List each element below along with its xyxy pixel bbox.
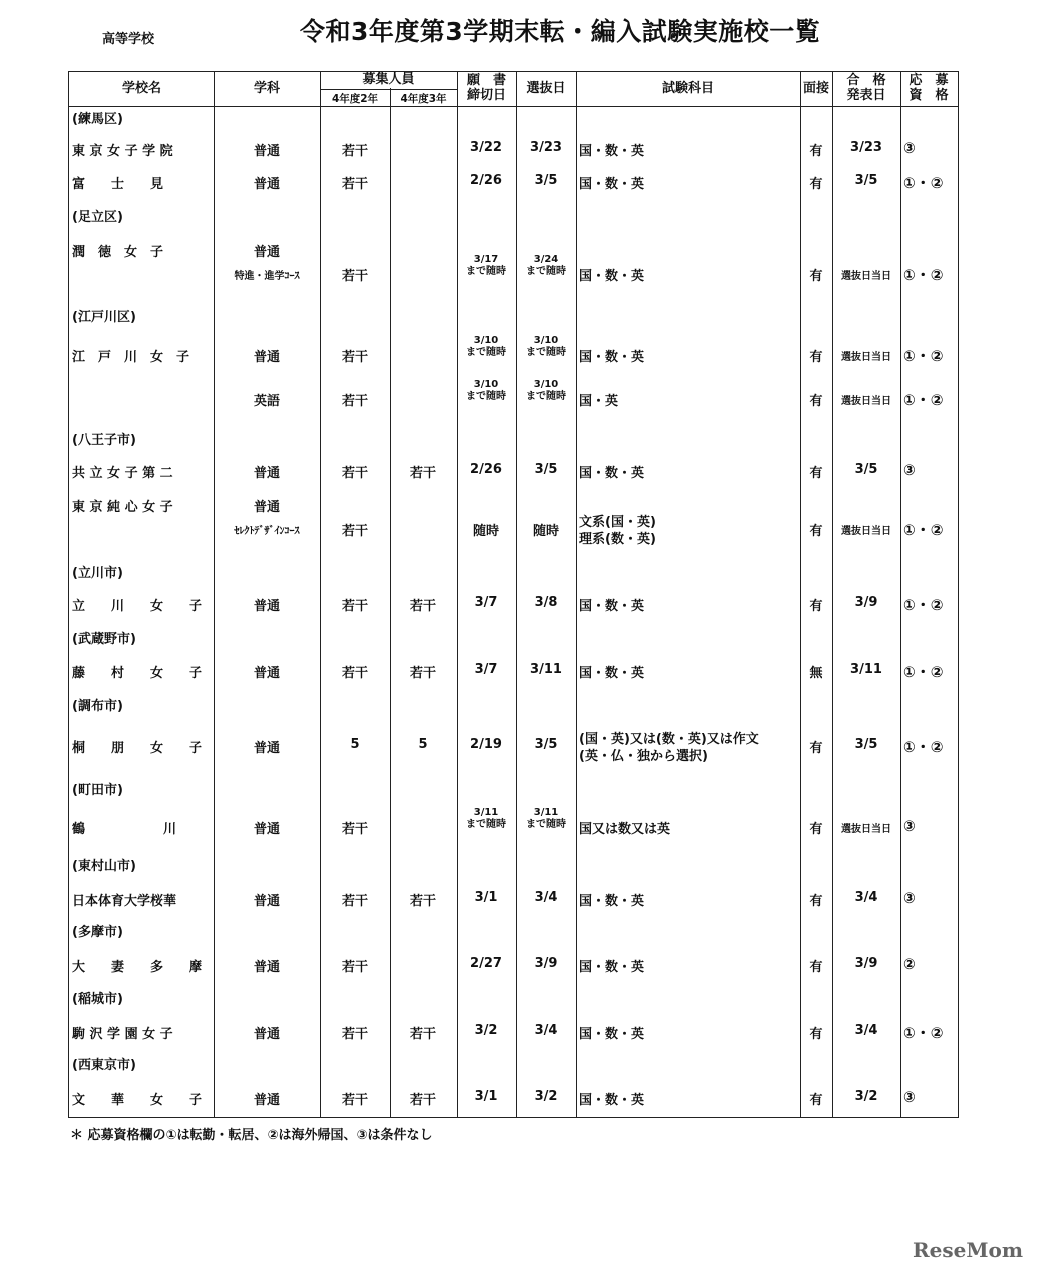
interview: 有 (809, 599, 823, 614)
school-name: 鶴 川 (72, 822, 177, 837)
recruit-year3: 若干 (409, 599, 437, 614)
schools-table (68, 71, 959, 1118)
exam-date: 3/2 (534, 1089, 558, 1104)
subjects: 国・数・英 (579, 894, 645, 909)
qualification: ③ (903, 139, 916, 157)
header-interview: 面接 (802, 81, 829, 96)
department: 普通 (253, 1027, 281, 1042)
footnote: ＊ 応募資格欄の①は転勤・転居、②は海外帰国、③は条件なし (70, 1128, 433, 1143)
exam-date: 3/5 (534, 462, 558, 477)
interview: 有 (809, 394, 823, 409)
interview: 有 (809, 1027, 823, 1042)
exam-date-note: まで随時 (526, 391, 566, 402)
district-label: (足立区) (72, 210, 123, 225)
school-name: 藤 村 女 子 (72, 666, 203, 681)
interview: 有 (809, 466, 823, 481)
department: 普通 (253, 1093, 281, 1108)
result-date: 選抜日当日 (841, 352, 891, 363)
result-date: 3/5 (854, 173, 878, 188)
deadline: 3/22 (470, 140, 502, 155)
deadline-note: まで随時 (466, 391, 506, 402)
department: 普通 (253, 177, 281, 192)
qualification: ①・② (903, 738, 944, 756)
result-date: 3/9 (854, 595, 878, 610)
subjects-note: 理系(数・英) (579, 532, 656, 547)
recruit-year2: 若干 (341, 599, 369, 614)
subjects: 国・数・英 (579, 666, 645, 681)
recruit-year2: 若干 (341, 894, 369, 909)
deadline: 3/11 (473, 807, 499, 818)
district-label: (町田市) (72, 783, 123, 798)
department: 英語 (253, 394, 281, 409)
qualification: ② (903, 955, 916, 973)
deadline: 2/19 (470, 737, 502, 752)
exam-date: 3/23 (530, 140, 562, 155)
course: ｾﾚｸﾄﾃﾞｻﾞｲﾝｺｰｽ (234, 526, 300, 537)
resemom-logo: ReseMom (913, 1238, 1023, 1262)
qualification: ①・② (903, 347, 944, 365)
qualification: ①・② (903, 1024, 944, 1042)
recruit-year3: 5 (418, 737, 428, 752)
header-qual-1: 応 募 (909, 73, 949, 88)
exam-date: 3/11 (533, 807, 559, 818)
result-date: 選抜日当日 (841, 396, 891, 407)
subjects: 国・数・英 (579, 960, 645, 975)
recruit-year2: 若干 (341, 524, 369, 539)
department: 普通 (253, 741, 281, 756)
exam-date: 3/24 (533, 254, 559, 265)
header-school: 学校名 (121, 81, 161, 96)
subjects: 文系(国・英) (579, 515, 656, 530)
exam-date: 3/5 (534, 173, 558, 188)
interview: 有 (809, 177, 823, 192)
recruit-year2: 若干 (341, 394, 369, 409)
subjects: 国・数・英 (579, 1093, 645, 1108)
page-title: 令和3年度第3学期末転・編入試験実施校一覧 (300, 17, 821, 46)
exam-date-note: まで随時 (526, 819, 566, 830)
school-name: 東 京 純 心 女 子 (72, 500, 173, 515)
qualification: ①・② (903, 663, 944, 681)
district-label: (調布市) (72, 699, 123, 714)
interview: 無 (809, 666, 823, 681)
district-label: (八王子市) (72, 433, 136, 448)
course: 特進・進学ｺｰｽ (234, 271, 300, 282)
result-date: 3/11 (850, 662, 882, 677)
header-year2: 4年度2年 (331, 93, 379, 105)
subjects: 国・数・英 (579, 466, 645, 481)
exam-date: 随時 (532, 524, 560, 539)
recruit-year2: 若干 (341, 1093, 369, 1108)
district-label: (稲城市) (72, 992, 123, 1007)
result-date: 3/9 (854, 956, 878, 971)
interview: 有 (809, 741, 823, 756)
department: 普通 (253, 599, 281, 614)
subjects: 国又は数又は英 (579, 822, 671, 837)
school-name: 大 妻 多 摩 (72, 960, 203, 975)
result-date: 3/2 (854, 1089, 878, 1104)
result-date: 選抜日当日 (841, 271, 891, 282)
school-name: 立 川 女 子 (72, 599, 203, 614)
recruit-year2: 若干 (341, 1027, 369, 1042)
school-name: 江 戸 川 女 子 (72, 350, 190, 365)
deadline: 3/10 (473, 335, 499, 346)
interview: 有 (809, 144, 823, 159)
school-name: 共 立 女 子 第 二 (72, 466, 173, 481)
department: 普通 (253, 144, 281, 159)
result-date: 3/4 (854, 1023, 878, 1038)
recruit-year2: 若干 (341, 177, 369, 192)
school-name: 桐 朋 女 子 (72, 741, 203, 756)
qualification: ③ (903, 889, 916, 907)
recruit-year3: 若干 (409, 466, 437, 481)
recruit-year2: 5 (350, 737, 360, 752)
exam-date-note: まで随時 (526, 347, 566, 358)
header-recruit: 募集人員 (362, 72, 415, 87)
recruit-year2: 若干 (341, 960, 369, 975)
interview: 有 (809, 894, 823, 909)
interview: 有 (809, 822, 823, 837)
recruit-year2: 若干 (341, 144, 369, 159)
deadline: 3/1 (474, 890, 498, 905)
deadline: 2/26 (470, 173, 502, 188)
recruit-year2: 若干 (341, 666, 369, 681)
header-deadline-1: 願 書 (466, 73, 506, 88)
exam-date: 3/4 (534, 1023, 558, 1038)
deadline: 随時 (472, 524, 500, 539)
exam-date: 3/5 (534, 737, 558, 752)
subjects: 国・英 (579, 394, 619, 409)
district-label: (多摩市) (72, 925, 123, 940)
header-exam-date: 選抜日 (526, 81, 566, 96)
district-label: (立川市) (72, 566, 123, 581)
subjects: 国・数・英 (579, 177, 645, 192)
interview: 有 (809, 524, 823, 539)
deadline: 3/2 (474, 1023, 498, 1038)
result-date: 3/23 (850, 140, 882, 155)
qualification: ①・② (903, 174, 944, 192)
department: 普通 (253, 466, 281, 481)
subjects: (国・英)又は(数・英)又は作文 (579, 732, 759, 747)
subjects: 国・数・英 (579, 269, 645, 284)
deadline-note: まで随時 (466, 266, 506, 277)
result-date: 選抜日当日 (841, 824, 891, 835)
deadline: 2/27 (470, 956, 502, 971)
district-label: (武蔵野市) (72, 632, 136, 647)
deadline-note: まで随時 (466, 819, 506, 830)
deadline-note: まで随時 (466, 347, 506, 358)
subjects-note: (英・仏・独から選択) (579, 749, 708, 764)
school-name: 富 士 見 (72, 177, 164, 192)
department: 普通 (253, 894, 281, 909)
qualification: ③ (903, 461, 916, 479)
category-label: 高等学校 (102, 32, 155, 47)
header-year3: 4年度3年 (400, 93, 447, 105)
header-qual-2: 資 格 (909, 88, 949, 103)
result-date: 3/5 (854, 737, 878, 752)
recruit-year2: 若干 (341, 822, 369, 837)
school-name: 日本体育大学桜華 (72, 894, 177, 909)
qualification: ①・② (903, 266, 944, 284)
department: 普通 (253, 500, 281, 515)
result-date: 選抜日当日 (841, 526, 891, 537)
header-dept: 学科 (253, 81, 280, 96)
recruit-year2: 若干 (341, 350, 369, 365)
department: 普通 (253, 822, 281, 837)
recruit-year2: 若干 (341, 269, 369, 284)
department: 普通 (253, 245, 281, 260)
recruit-year3: 若干 (409, 1093, 437, 1108)
exam-date: 3/10 (533, 379, 559, 390)
result-date: 3/4 (854, 890, 878, 905)
interview: 有 (809, 350, 823, 365)
subjects: 国・数・英 (579, 599, 645, 614)
district-label: (東村山市) (72, 859, 136, 874)
deadline: 3/7 (474, 662, 498, 677)
result-date: 3/5 (854, 462, 878, 477)
department: 普通 (253, 960, 281, 975)
district-label: (西東京市) (72, 1058, 136, 1073)
recruit-year3: 若干 (409, 894, 437, 909)
deadline: 3/7 (474, 595, 498, 610)
district-label: (練馬区) (72, 112, 123, 127)
exam-date: 3/4 (534, 890, 558, 905)
exam-date: 3/9 (534, 956, 558, 971)
qualification: ①・② (903, 596, 944, 614)
exam-date-note: まで随時 (526, 266, 566, 277)
header-result-2: 発表日 (846, 88, 886, 103)
school-name: 駒 沢 学 園 女 子 (72, 1027, 173, 1042)
qualification: ③ (903, 1088, 916, 1106)
qualification: ①・② (903, 391, 944, 409)
header-deadline-2: 締切日 (466, 88, 506, 103)
recruit-year3: 若干 (409, 1027, 437, 1042)
interview: 有 (809, 269, 823, 284)
header-subjects: 試験科目 (661, 81, 714, 96)
department: 普通 (253, 350, 281, 365)
subjects: 国・数・英 (579, 350, 645, 365)
school-name: 東 京 女 子 学 院 (72, 144, 173, 159)
deadline: 3/1 (474, 1089, 498, 1104)
district-label: (江戸川区) (72, 310, 136, 325)
deadline: 3/17 (473, 254, 499, 265)
school-name: 文 華 女 子 (72, 1093, 203, 1108)
deadline: 2/26 (470, 462, 502, 477)
qualification: ③ (903, 817, 916, 835)
qualification: ①・② (903, 521, 944, 539)
subjects: 国・数・英 (579, 144, 645, 159)
school-name: 潤 徳 女 子 (72, 245, 164, 260)
header-result-1: 合 格 (846, 73, 886, 88)
interview: 有 (809, 960, 823, 975)
recruit-year3: 若干 (409, 666, 437, 681)
exam-date: 3/8 (534, 595, 558, 610)
exam-date: 3/11 (530, 662, 562, 677)
recruit-year2: 若干 (341, 466, 369, 481)
subjects: 国・数・英 (579, 1027, 645, 1042)
interview: 有 (809, 1093, 823, 1108)
deadline: 3/10 (473, 379, 499, 390)
exam-date: 3/10 (533, 335, 559, 346)
department: 普通 (253, 666, 281, 681)
